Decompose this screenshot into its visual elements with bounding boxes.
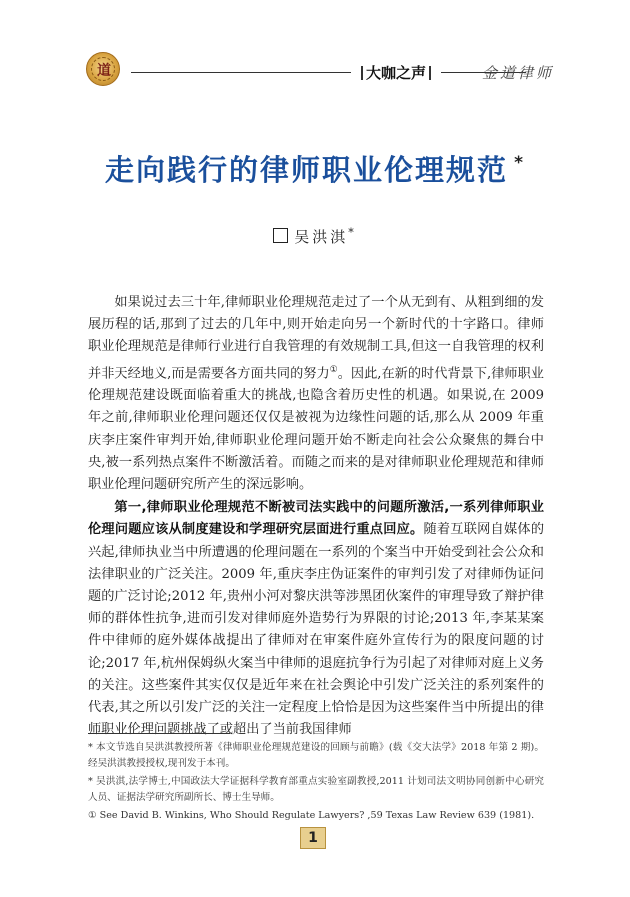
paragraph [88,497,544,741]
paragraph-text: 。因此,在新的时代背景下,律师职业伦理规范建设既面临着重大的挑战,也隐含着历史性的机遇。如果说,在 2009 年之前,律师职业伦理问题还仅仅是被视为边缘性问题的话,那么从 2009 年重庆李庄案件审判开始,律师职业伦理问题开始不断走向社会公众聚焦的舞台中央,被一系列热点案件不断激活着。而随之而来的是对律师职业伦理规范和律师职业伦理问题研究所产生的深远影响。 [88,366,544,493]
footnotes [88,740,544,826]
article-body [88,292,544,741]
header-rule-left [131,72,351,73]
footnote-rule [88,733,230,734]
footnote: * 吴洪淇,法学博士,中国政法大学证据科学教育部重点实验室副教授,2011 计划司法文明协同创新中心研究人员、证据法学研究所副所长、博士生导师。 [88,776,544,803]
firm-logo [86,52,120,86]
footnote: ① See David B. Winkins, Who Should Regulate Lawyers? ,59 Texas Law Review 639 (1981). [88,810,535,821]
paragraph-lead: 第一,律师职业伦理规范不断被司法实践中的问题所激活,一系列律师职业伦理问题应该从制度建设和学理研究层面进行重点回应。 [88,500,544,538]
author-line [0,226,630,247]
title-footnote-mark: * [514,153,525,173]
paragraph-text: 如果说过去三十年,律师职业伦理规范走过了一个从无到有、从粗到细的发展历程的话,那到了过去的几年中,则开始走向另一个新时代的十字路口。律师职业伦理规范是律师行业进行自我管理的有效规制工具,但这一自我管理的权利并非天经地义,而是需要各方面共同的努力 [88,295,544,381]
paragraph [88,292,544,496]
article-title [0,148,630,189]
logo-glyph: 道 [97,63,111,79]
paragraph-text: 随着互联网自媒体的兴起,律师执业当中所遭遇的伦理问题在一系列的个案当中开始受到社会公众和法律职业的广泛关注。2009 年,重庆李庄伪证案件的审判引发了对律师伪证问题的广泛讨论;2012 年,贵州小河对黎庆洪等涉黑团伙案件的审理导致了辩护律师的群体性抗争,进而引发对律师庭外造势行为界限的讨论;2013 年,李某某案件中律师的庭外媒体战提出了律师对在审案件庭外宣传行为的限度问题的讨论;2017 年,杭州保姆纵火案当中律师的退庭抗争行为引起了对律师对庭上义务的关注。这些案件其实仅仅是近年来在社会舆论中引发广泛关注的系列案件的代表,其之所以引发广泛的关注一定程度上恰恰是因为这些案件当中所提出的律师职业伦理问题挑战了或超出了当前我国律师 [88,522,545,738]
brand-name: 金道律师 [481,64,554,82]
divider [429,66,431,80]
author-footnote-mark: * [348,226,357,239]
author-box-icon [273,228,288,243]
page-header [86,52,556,92]
divider [361,66,363,80]
article-title-text: 走向践行的律师职业伦理规范 [105,153,509,187]
page-number: 1 [300,827,326,849]
footnote: * 本文节选自吴洪淇教授所著《律师职业伦理规范建设的回顾与前瞻》(载《交大法学》2018 年第 2 期)。经吴洪淇教授授权,现刊发于本刊。 [88,742,544,769]
section-label-text: 大咖之声 [365,64,426,82]
section-label [354,62,438,83]
footnote-ref: ① [329,364,338,375]
author-name: 吴洪淇 [294,228,349,246]
